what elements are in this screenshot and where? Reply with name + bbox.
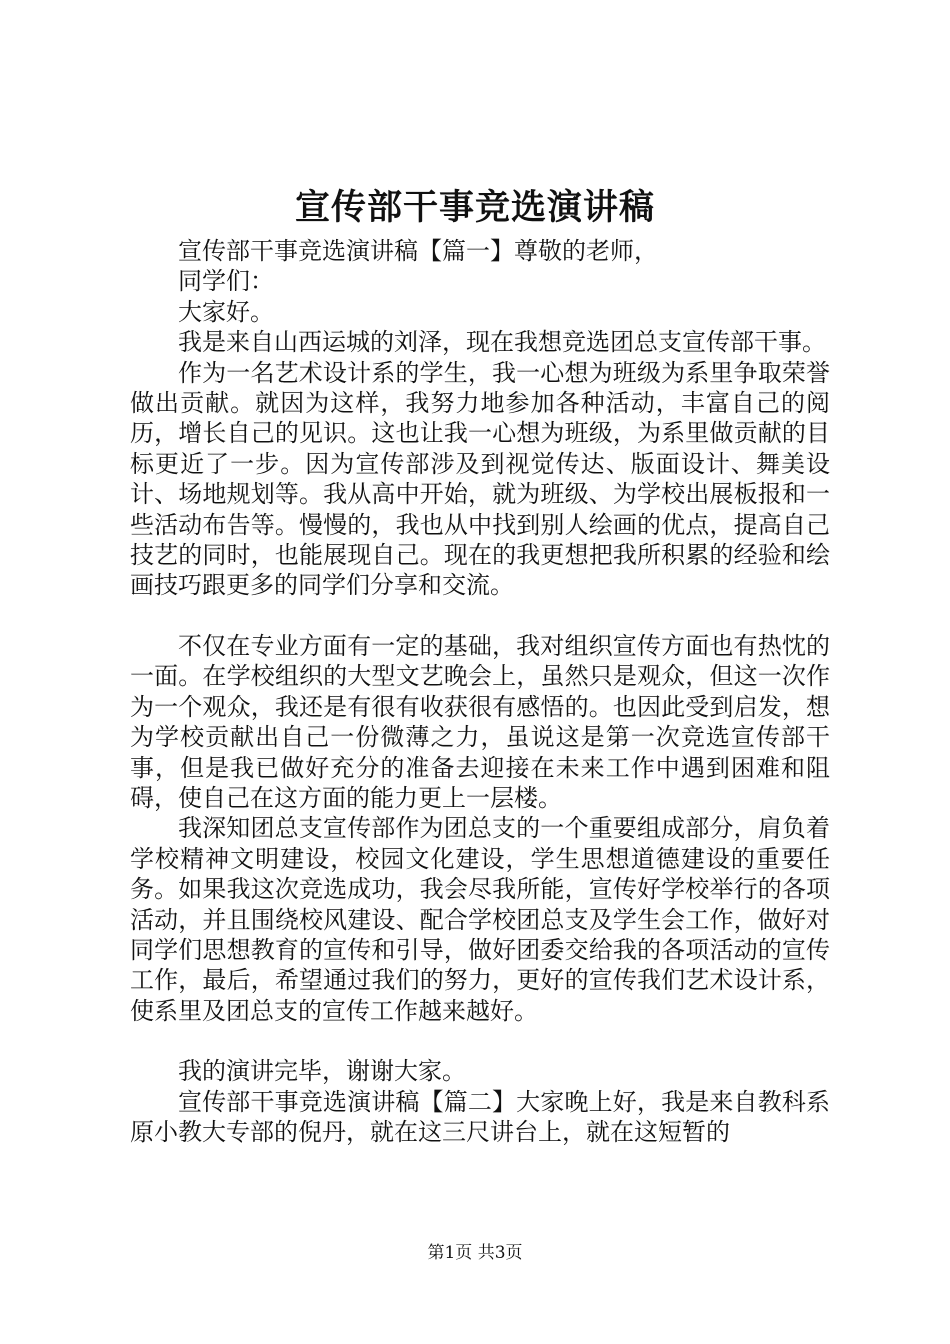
paragraph-closing: 我的演讲完毕，谢谢大家。	[178, 1057, 466, 1086]
paragraph-second-speech: 宣传部干事竞选演讲稿【篇二】大家晚上好，我是来自教科系原小教大专部的倪丹，就在这三尺讲台上，就在这短暂的	[130, 1087, 830, 1146]
paragraph-enthusiasm: 不仅在专业方面有一定的基础，我对组织宣传方面也有热忱的一面。在学校组织的大型文艺晚会上，虽然只是观众，但这一次作为一个观众，我还是有很有收获很有感悟的。也因此受到启发，想为学校贡献出自己一份微薄之力，虽说这是第一次竞选宣传部干事，但是我已做好充分的准备去迎接在未来工作中遇到困难和阻碍，使自己在这方面的能力更上一层楼。	[130, 631, 830, 812]
document-title: 宣传部干事竞选演讲稿	[294, 187, 655, 228]
page-footer: 第1页 共3页	[427, 1243, 523, 1263]
paragraph-responsibility: 我深知团总支宣传部作为团总支的一个重要组成部分，肩负着学校精神文明建设，校园文化建设，学生思想道德建设的重要任务。如果我这次竞选成功，我会尽我所能，宣传好学校举行的各项活动，并且围绕校风建设、配合学校团总支及学生会工作，做好对同学们思想教育的宣传和引导，做好团委交给我的各项活动的宣传工作，最后，希望通过我们的努力，更好的宣传我们艺术设计系，使系里及团总支的宣传工作越来越好。	[130, 814, 830, 1025]
document-body	[130, 236, 830, 1147]
paragraph-audience: 同学们：	[178, 267, 274, 296]
paragraph-experience: 作为一名艺术设计系的学生，我一心想为班级为系里争取荣誉做出贡献。就因为这样，我努力地参加各种活动，丰富自己的阅历，增长自己的见识。这也让我一心想为班级，为系里做贡献的目标更近了一步。因为宣传部涉及到视觉传达、版面设计、舞美设计、场地规划等。我从高中开始，就为班级、为学校出展板报和一些活动布告等。慢慢的，我也从中找到别人绘画的优点，提高自己技艺的同时，也能展现自己。现在的我更想把我所积累的经验和绘画技巧跟更多的同学们分享和交流。	[130, 358, 830, 600]
paragraph-greeting: 大家好。	[178, 297, 274, 326]
paragraph-introduction: 我是来自山西运城的刘泽，现在我想竞选团总支宣传部干事。	[178, 328, 826, 357]
paragraph-salutation: 宣传部干事竞选演讲稿【篇一】尊敬的老师，	[178, 237, 658, 265]
